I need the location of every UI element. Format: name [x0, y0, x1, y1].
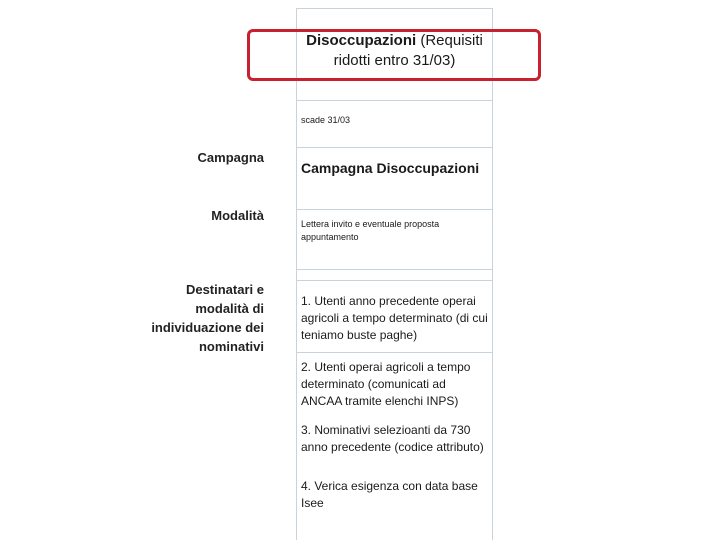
label-destinatari-text: Destinatari e modalità di individuazione dei nominativi	[151, 282, 264, 354]
destinatari-item: 1. Utenti anno precedente operai agricoli a tempo determinato (di cui teniamo buste paghe)	[301, 294, 488, 342]
info-table-column	[296, 8, 493, 540]
title-highlight-box	[247, 29, 541, 81]
modalita-cell	[297, 210, 492, 270]
destinatari-cell-1	[297, 281, 492, 353]
scade-text: scade 31/03	[301, 115, 351, 125]
destinatari-cell-2	[297, 353, 492, 549]
destinatari-item: 2. Utenti operai agricoli a tempo determinato (comunicati ad ANCAA tramite elenchi INPS)	[301, 360, 471, 408]
label-campagna: Campagna	[197, 150, 264, 165]
title-rest: (Requisiti	[416, 32, 483, 49]
modalita-value: Lettera invito e eventuale proposta appuntamento	[301, 219, 440, 242]
spacer-cell	[297, 270, 492, 281]
destinatari-item: 4. Verica esigenza con data base Isee	[301, 479, 478, 510]
label-modalita: Modalità	[211, 208, 264, 223]
label-destinatari	[134, 280, 264, 356]
scade-cell	[297, 101, 492, 148]
title-line2: ridotti entro 31/03)	[333, 52, 456, 69]
campagna-cell	[297, 148, 492, 210]
campagna-value: Campagna Disoccupazioni	[301, 160, 480, 176]
destinatari-item: 3. Nominativi selezioanti da 730 anno precedente (codice attributo)	[301, 423, 484, 454]
title-bold: Disoccupazioni	[306, 32, 417, 49]
